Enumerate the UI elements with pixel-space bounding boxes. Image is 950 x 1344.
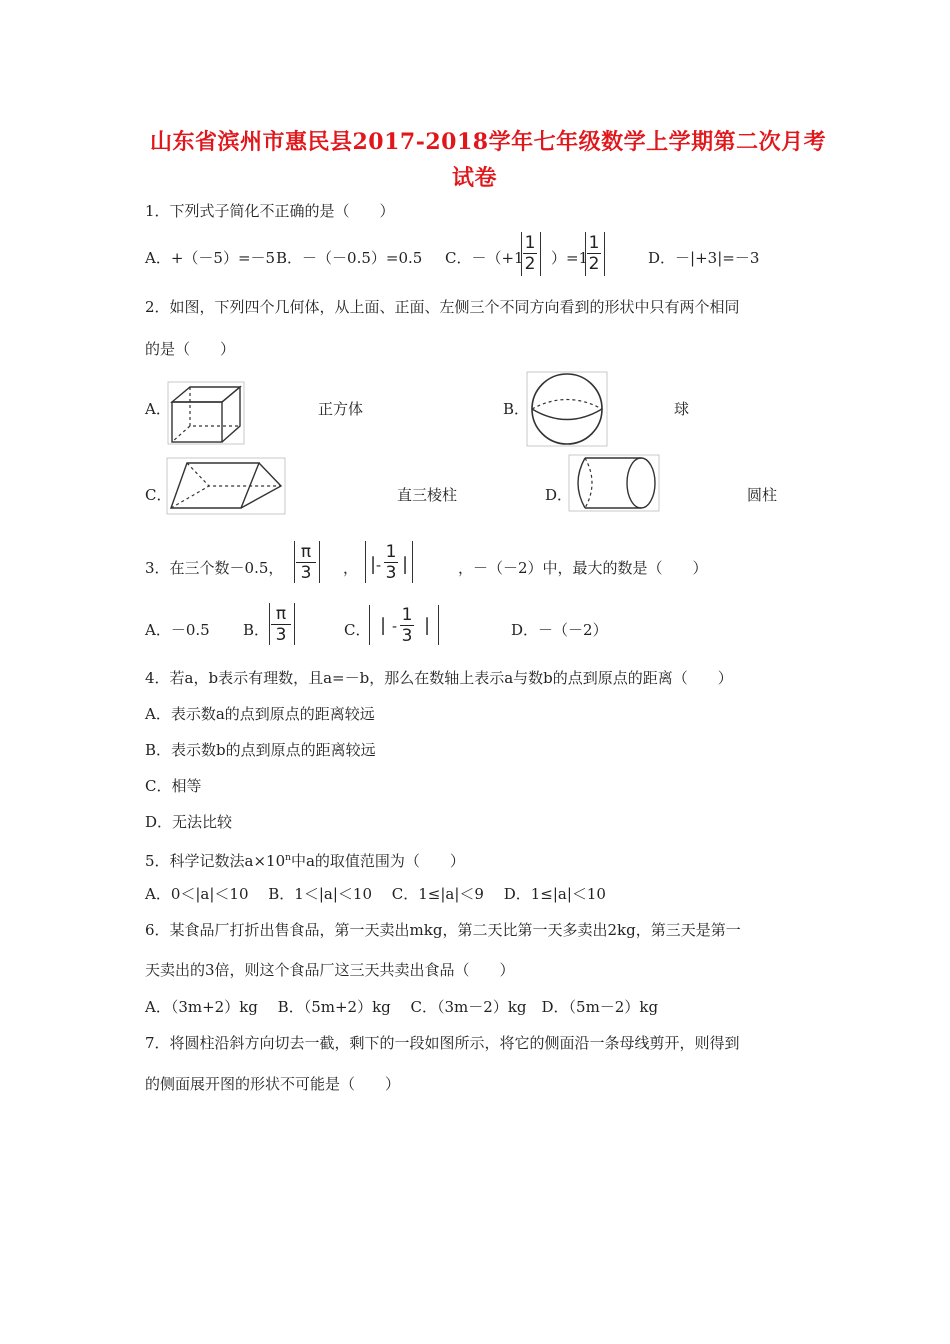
q2-option-a-name: 正方体 <box>318 400 364 418</box>
q1-fraction-half-2: 1 2 <box>588 233 600 274</box>
q1-fraction-half: 1 2 <box>524 233 536 274</box>
q6-options: A．（3m+2）kg B．（5m+2）kg C．（3m－2）kg D．（5m－2）kg <box>145 998 659 1016</box>
q3-option-d: D．－（－2） <box>511 621 608 639</box>
q6-stem-line1: 6．某食品厂打折出售食品，第一天卖出mkg，第二天比第一天多卖出2kg，第三天是第一 <box>145 921 741 939</box>
q3-fraction-one-third: 1 3 <box>385 542 397 583</box>
q3-option-c-right-bar: | <box>424 615 431 636</box>
q1-stem: 1．下列式子简化不正确的是（ ） <box>145 202 395 220</box>
cylinder-figure <box>569 455 659 511</box>
q1-option-c-prefix: C．－（+1 <box>445 249 524 267</box>
q3-option-b-label: B． <box>243 621 270 639</box>
q2-option-b-label: B． <box>503 400 530 418</box>
q4-option-b: B．表示数b的点到原点的距离较远 <box>145 741 376 759</box>
q3-option-c-negative: - <box>392 617 398 635</box>
q2-option-a-label: A． <box>145 400 171 418</box>
q5-stem-prefix: 5．科学记数法a×10 <box>145 852 286 870</box>
q3-option-a: A．－0.5 <box>145 621 210 639</box>
q1-option-d: D．－|+3|=－3 <box>648 249 760 267</box>
q5-stem <box>145 848 465 871</box>
q2-option-c-label: C． <box>145 486 172 504</box>
q3-negative-sign: - <box>376 556 382 574</box>
q1-option-a: A．+（－5）=－5 <box>145 249 276 267</box>
q2-stem-line2: 的是（ ） <box>145 340 236 358</box>
q4-option-c: C．相等 <box>145 777 202 795</box>
q1-option-c-middle: ）=1 <box>551 249 589 267</box>
q2-option-d-label: D． <box>545 486 573 504</box>
q3-abs-right-bar: | <box>402 554 409 575</box>
cube-figure <box>168 382 244 444</box>
sphere-figure <box>527 372 607 446</box>
q1-option-b: B．－（－0.5）=0.5 <box>276 249 423 267</box>
document-title-line2: 试卷 <box>452 165 498 191</box>
q5-stem-suffix: 中a的取值范围为（ ） <box>290 852 465 870</box>
q3-abs-left-bar: | <box>370 554 377 575</box>
q5-superscript: n <box>285 853 291 863</box>
q3-option-b-fraction: π 3 <box>269 605 293 644</box>
q7-stem-line1: 7．将圆柱沿斜方向切去一截，剩下的一段如图所示，将它的侧面沿一条母线剪开，则得到 <box>145 1034 740 1052</box>
q3-stem-suffix: ，－（－2）中，最大的数是（ ） <box>458 559 708 577</box>
q4-option-a: A．表示数a的点到原点的距离较远 <box>145 705 375 723</box>
q5-options: A．0＜|a|＜10 B．1＜|a|＜10 C．1≤|a|＜9 D．1≤|a|＜10 <box>145 885 606 903</box>
q2-option-b-name: 球 <box>674 400 690 418</box>
triangular-prism-figure <box>167 458 285 514</box>
q3-fraction-pi-over-3: π 3 <box>294 543 318 582</box>
q2-stem-line1: 2．如图，下列四个几何体，从上面、正面、左侧三个不同方向看到的形状中只有两个相同 <box>145 298 740 316</box>
q3-option-c-label: C． <box>344 621 371 639</box>
q3-option-c-left-bar: | <box>380 615 387 636</box>
q6-stem-line2: 天卖出的3倍，则这个食品厂这三天共卖出食品（ ） <box>145 961 515 979</box>
q3-stem-comma: ， <box>343 559 359 577</box>
q2-option-c-name: 直三棱柱 <box>397 486 458 504</box>
q3-option-c-fraction: 1 3 <box>401 605 413 646</box>
q4-option-d: D．无法比较 <box>145 813 233 831</box>
document-title-line1: 山东省滨州市惠民县2017-2018学年七年级数学上学期第二次月考 <box>150 129 827 155</box>
q2-option-d-name: 圆柱 <box>747 486 778 504</box>
q7-stem-line2: 的侧面展开图的形状不可能是（ ） <box>145 1075 401 1093</box>
q3-stem-prefix: 3．在三个数－0.5， <box>145 559 284 577</box>
q4-stem: 4．若a，b表示有理数，且a=－b，那么在数轴上表示a与数b的点到原点的距离（ ） <box>145 669 733 687</box>
